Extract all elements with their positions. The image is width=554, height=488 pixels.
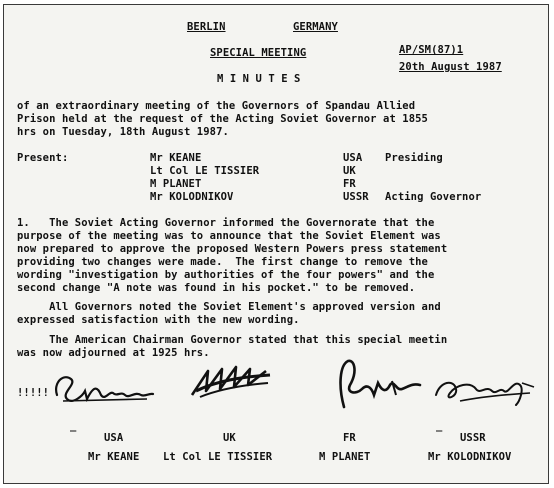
signatory-name: M PLANET: [319, 451, 371, 463]
signatory-name: Mr KOLODNIKOV: [428, 451, 512, 463]
intro-line: Prison held at the request of the Acting Soviet Governor at 1855: [17, 113, 428, 125]
body-line: 1. The Soviet Acting Governor informed the Governorate that the: [17, 217, 435, 229]
dash-mark: _: [70, 420, 77, 432]
meeting-date: 20th August 1987: [399, 61, 502, 73]
present-label: Present:: [17, 152, 69, 164]
body-line: purpose of the meeting was to announce that the Soviet Element was: [17, 230, 441, 242]
header-city: BERLIN: [187, 21, 226, 33]
header-country: GERMANY: [293, 21, 338, 33]
body-line: now prepared to approve the proposed Western Powers press statement: [17, 243, 448, 255]
body-line: providing two changes were made. The first change to remove the: [17, 256, 428, 268]
meeting-title: SPECIAL MEETING: [210, 47, 307, 59]
present-name: Mr KEANE: [150, 152, 202, 164]
present-role: Presiding: [385, 152, 443, 164]
body-line: wording "investigation by authorities of the four powers" and the: [17, 269, 435, 281]
signature-line-marks: !!!!!: [17, 387, 50, 399]
body-line: second change "A note was found in his pocket." to be removed.: [17, 282, 416, 294]
present-role: Acting Governor: [385, 191, 482, 203]
signatory-name: Lt Col LE TISSIER: [163, 451, 273, 463]
signature-keane: [49, 365, 159, 410]
body-line: expressed satisfaction with the new wording.: [17, 314, 300, 326]
present-country: USA: [343, 152, 363, 164]
reference-number: AP/SM(87)1: [399, 44, 464, 56]
minutes-heading: M I N U T E S: [217, 73, 301, 85]
body-line: was now adjourned at 1925 hrs.: [17, 347, 210, 359]
present-country: USSR: [343, 191, 369, 203]
intro-line: of an extraordinary meeting of the Governors of Spandau Allied: [17, 100, 416, 112]
signature-planet: [332, 355, 427, 415]
signatory-name: Mr KEANE: [88, 451, 140, 463]
present-country: FR: [343, 178, 356, 190]
signature-kolodnikov: [430, 371, 538, 411]
present-country: UK: [343, 165, 356, 177]
signature-le-tissier: [186, 361, 276, 401]
present-name: Mr KOLODNIKOV: [150, 191, 234, 203]
body-line: All Governors noted the Soviet Element's approved version and: [17, 301, 441, 313]
document-page: [3, 4, 549, 484]
signatory-country: USSR: [460, 432, 486, 444]
signatory-country: FR: [343, 432, 356, 444]
body-line: The American Chairman Governor stated that this special meetin: [17, 334, 448, 346]
dash-mark: _: [436, 420, 443, 432]
present-name: Lt Col LE TISSIER: [150, 165, 260, 177]
signatory-country: UK: [223, 432, 236, 444]
present-name: M PLANET: [150, 178, 202, 190]
signatory-country: USA: [104, 432, 124, 444]
intro-line: hrs on Tuesday, 18th August 1987.: [17, 126, 229, 138]
